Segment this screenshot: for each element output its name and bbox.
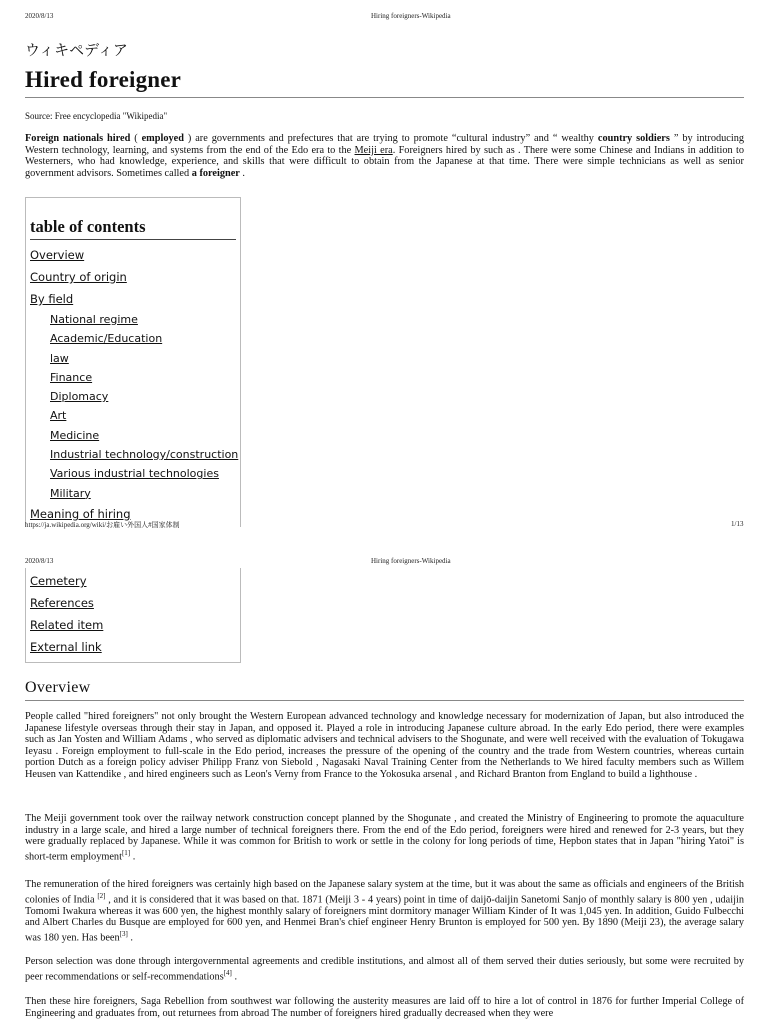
intro-bold-2: employed bbox=[141, 133, 184, 144]
section-title-overview: Overview bbox=[25, 679, 91, 696]
toc-item-by-field[interactable]: By field bbox=[30, 292, 74, 306]
title-divider bbox=[25, 97, 744, 98]
ref-1[interactable]: [1] bbox=[121, 848, 131, 857]
overview-paragraph-2 bbox=[25, 813, 744, 863]
toc-list bbox=[30, 244, 240, 525]
toc-item-overview[interactable]: Overview bbox=[30, 248, 85, 262]
intro-text-5: . bbox=[239, 167, 246, 179]
p4-end: . bbox=[231, 971, 238, 983]
toc-title: table of contents bbox=[30, 217, 236, 240]
toc-item-industrial-technology-construction[interactable]: Industrial technology/construction bbox=[50, 448, 239, 462]
toc-item-various-industrial-technologies[interactable]: Various industrial technologies bbox=[50, 467, 219, 481]
toc-item-finance[interactable]: Finance bbox=[50, 370, 93, 384]
p4-text: Person selection was done through intergovernmental agreements and credible institutions, and almost all of them served their duties seriously, but some were recruited by peer recommendations or self-recommendations bbox=[25, 956, 744, 983]
intro-text-4: . Foreigners hired by such as . There were some Chinese and Indians in addition to Westerners, who had knowledge, experience, and skills that were difficult to obtain from the Japanese at that time. There were simple technicians as well as senior government advisors. Sometimes called bbox=[25, 144, 744, 179]
intro-text-2: ) are governments and prefectures that are trying to promote “cultural industry” and “ wealthy bbox=[183, 133, 598, 144]
toc-item-meaning-of-hiring[interactable]: Meaning of hiring bbox=[30, 506, 131, 521]
intro-bold-3: country soldiers bbox=[597, 133, 670, 144]
toc-item-related-item[interactable]: Related item bbox=[30, 618, 104, 632]
toc-item-diplomacy[interactable]: Diplomacy bbox=[50, 390, 109, 404]
toc-item-law[interactable]: law bbox=[50, 351, 69, 365]
ref-3[interactable]: [3] bbox=[119, 929, 128, 938]
meiji-era-link[interactable]: Meiji era bbox=[354, 144, 393, 156]
toc-list-continued bbox=[30, 570, 240, 658]
toc-item-cemetery[interactable]: Cemetery bbox=[30, 574, 87, 588]
toc-item-art[interactable]: Art bbox=[50, 409, 67, 423]
page2-header-date: 2020/8/13 bbox=[25, 557, 54, 565]
p3-text-b: , and it is considered that it was based on that. 1871 (Meiji 3 - 4 years) point in time of daijō-daijin Sanetomi Sanjo of monthly salary is 800 yen , udaijin Tomomi Iwakura whereas it was 600 yen, the highest monthly salary of foreigners mint dormitory manager William Kinder of It was 1,045 yen. In addition, Guido Fulbecchi and Albert Charles du Busque are employed for 600 yen, and Henmei Bran's chief engineer Henry Brunton is employed for 500 yen. By 1890 (Meiji 23), the average salary was 180 yen. Has been bbox=[25, 894, 744, 944]
toc-item-academic-education[interactable]: Academic/Education bbox=[50, 332, 163, 346]
p2-end: . bbox=[130, 851, 136, 863]
toc-item-country-of-origin[interactable]: Country of origin bbox=[30, 270, 127, 284]
ref-2[interactable]: [2] bbox=[97, 891, 106, 900]
toc-item-national-regime[interactable]: National regime bbox=[50, 313, 138, 326]
source-line: Source: Free encyclopedia "Wikipedia" bbox=[25, 111, 168, 121]
toc-item-external-link[interactable]: External link bbox=[30, 640, 102, 654]
intro-bold-4: a foreigner bbox=[191, 167, 240, 179]
section-divider bbox=[25, 700, 744, 701]
intro-paragraph bbox=[25, 133, 744, 179]
overview-paragraph-3 bbox=[25, 879, 744, 944]
page-title: Hired foreigner bbox=[25, 67, 182, 92]
page-break bbox=[0, 531, 768, 547]
p3-end: . bbox=[127, 932, 133, 944]
overview-paragraph-5: Then these hire foreigners, Saga Rebellion from southwest war following the austerity measures are laid off to hire a lot of control in 1876 for further Imperial College of Engineering and graduates from, out returnees from abroad The number of foreigners hired gradually decreased when they were bbox=[25, 996, 744, 1019]
page-header-date: 2020/8/13 bbox=[25, 12, 54, 20]
page-footer-url: https://ja.wikipedia.org/wiki/お雇い外国人#国家体制 bbox=[25, 521, 180, 529]
intro-text-3: ” by introducing Western technology, learning, and systems from the end of the Edo era to the bbox=[25, 133, 745, 156]
toc-item-military[interactable]: Military bbox=[50, 486, 91, 500]
table-of-contents bbox=[25, 197, 241, 527]
site-name: ウィキペディア bbox=[25, 43, 128, 59]
intro-bold-1: Foreign nationals hired bbox=[25, 133, 131, 144]
overview-paragraph-4 bbox=[25, 956, 744, 983]
page-footer-number: 1/13 bbox=[731, 520, 744, 528]
page-header-title: Hiring foreigners-Wikipedia bbox=[371, 12, 451, 20]
toc-item-medicine[interactable]: Medicine bbox=[50, 428, 100, 442]
ref-4[interactable]: [4] bbox=[223, 968, 232, 977]
overview-paragraph-1: People called "hired foreigners" not only brought the Western European advanced technology and knowledge necessary for modernization of Japan, but also introduced the Japanese lifestyle overseas through their stay in Japan, and opposed it. Played a role in introducing Japanese culture abroad. In the early Edo period, there were examples such as Jan Yosten and William Adams , who served as diplomatic advisers and technical advisers to the Shogunate, and were well received with the evaluation of Tokugawa Ieyasu . Foreign employment to full-scale in the Edo period, increases the pressure of the opening of the country and the trade from Western countries, whereas curtain portion Dutch as a foreign policy adviser Philipp Franz von Siebold , Nagasaki Naval Training Center from the Netherlands to We hired faculty members such as Willem Heusen van Kattendike , and hired engineers such as Leon's Verny from France to the Yokosuka arsenal , and Richard Branton from England to build a lighthouse . bbox=[25, 711, 744, 780]
page2-header-title: Hiring foreigners-Wikipedia bbox=[371, 557, 451, 565]
p3-text-a: The remuneration of the hired foreigners was certainly high based on the Japanese salary system at the time, but it was about the same as officials and engineers of the British colonies of India bbox=[25, 879, 744, 906]
toc-item-references[interactable]: References bbox=[30, 596, 94, 610]
p2-text: The Meiji government took over the railway network construction concept planned by the Shogunate , and created the Ministry of Engineering to promote the aquaculture industry in a large scale, and hired a large number of technical foreigners there. From the end of the Edo period, foreigners were hired and renewed for 2-3 years, but they were gradually replaced by Japanese. While it was common for British to work or settle in the colony for long periods of time, Hepbon states that in Japan "hiring Yatoi" is short-term employment bbox=[25, 813, 744, 863]
table-of-contents-continued bbox=[25, 568, 241, 663]
intro-text-1: ( bbox=[130, 133, 142, 144]
